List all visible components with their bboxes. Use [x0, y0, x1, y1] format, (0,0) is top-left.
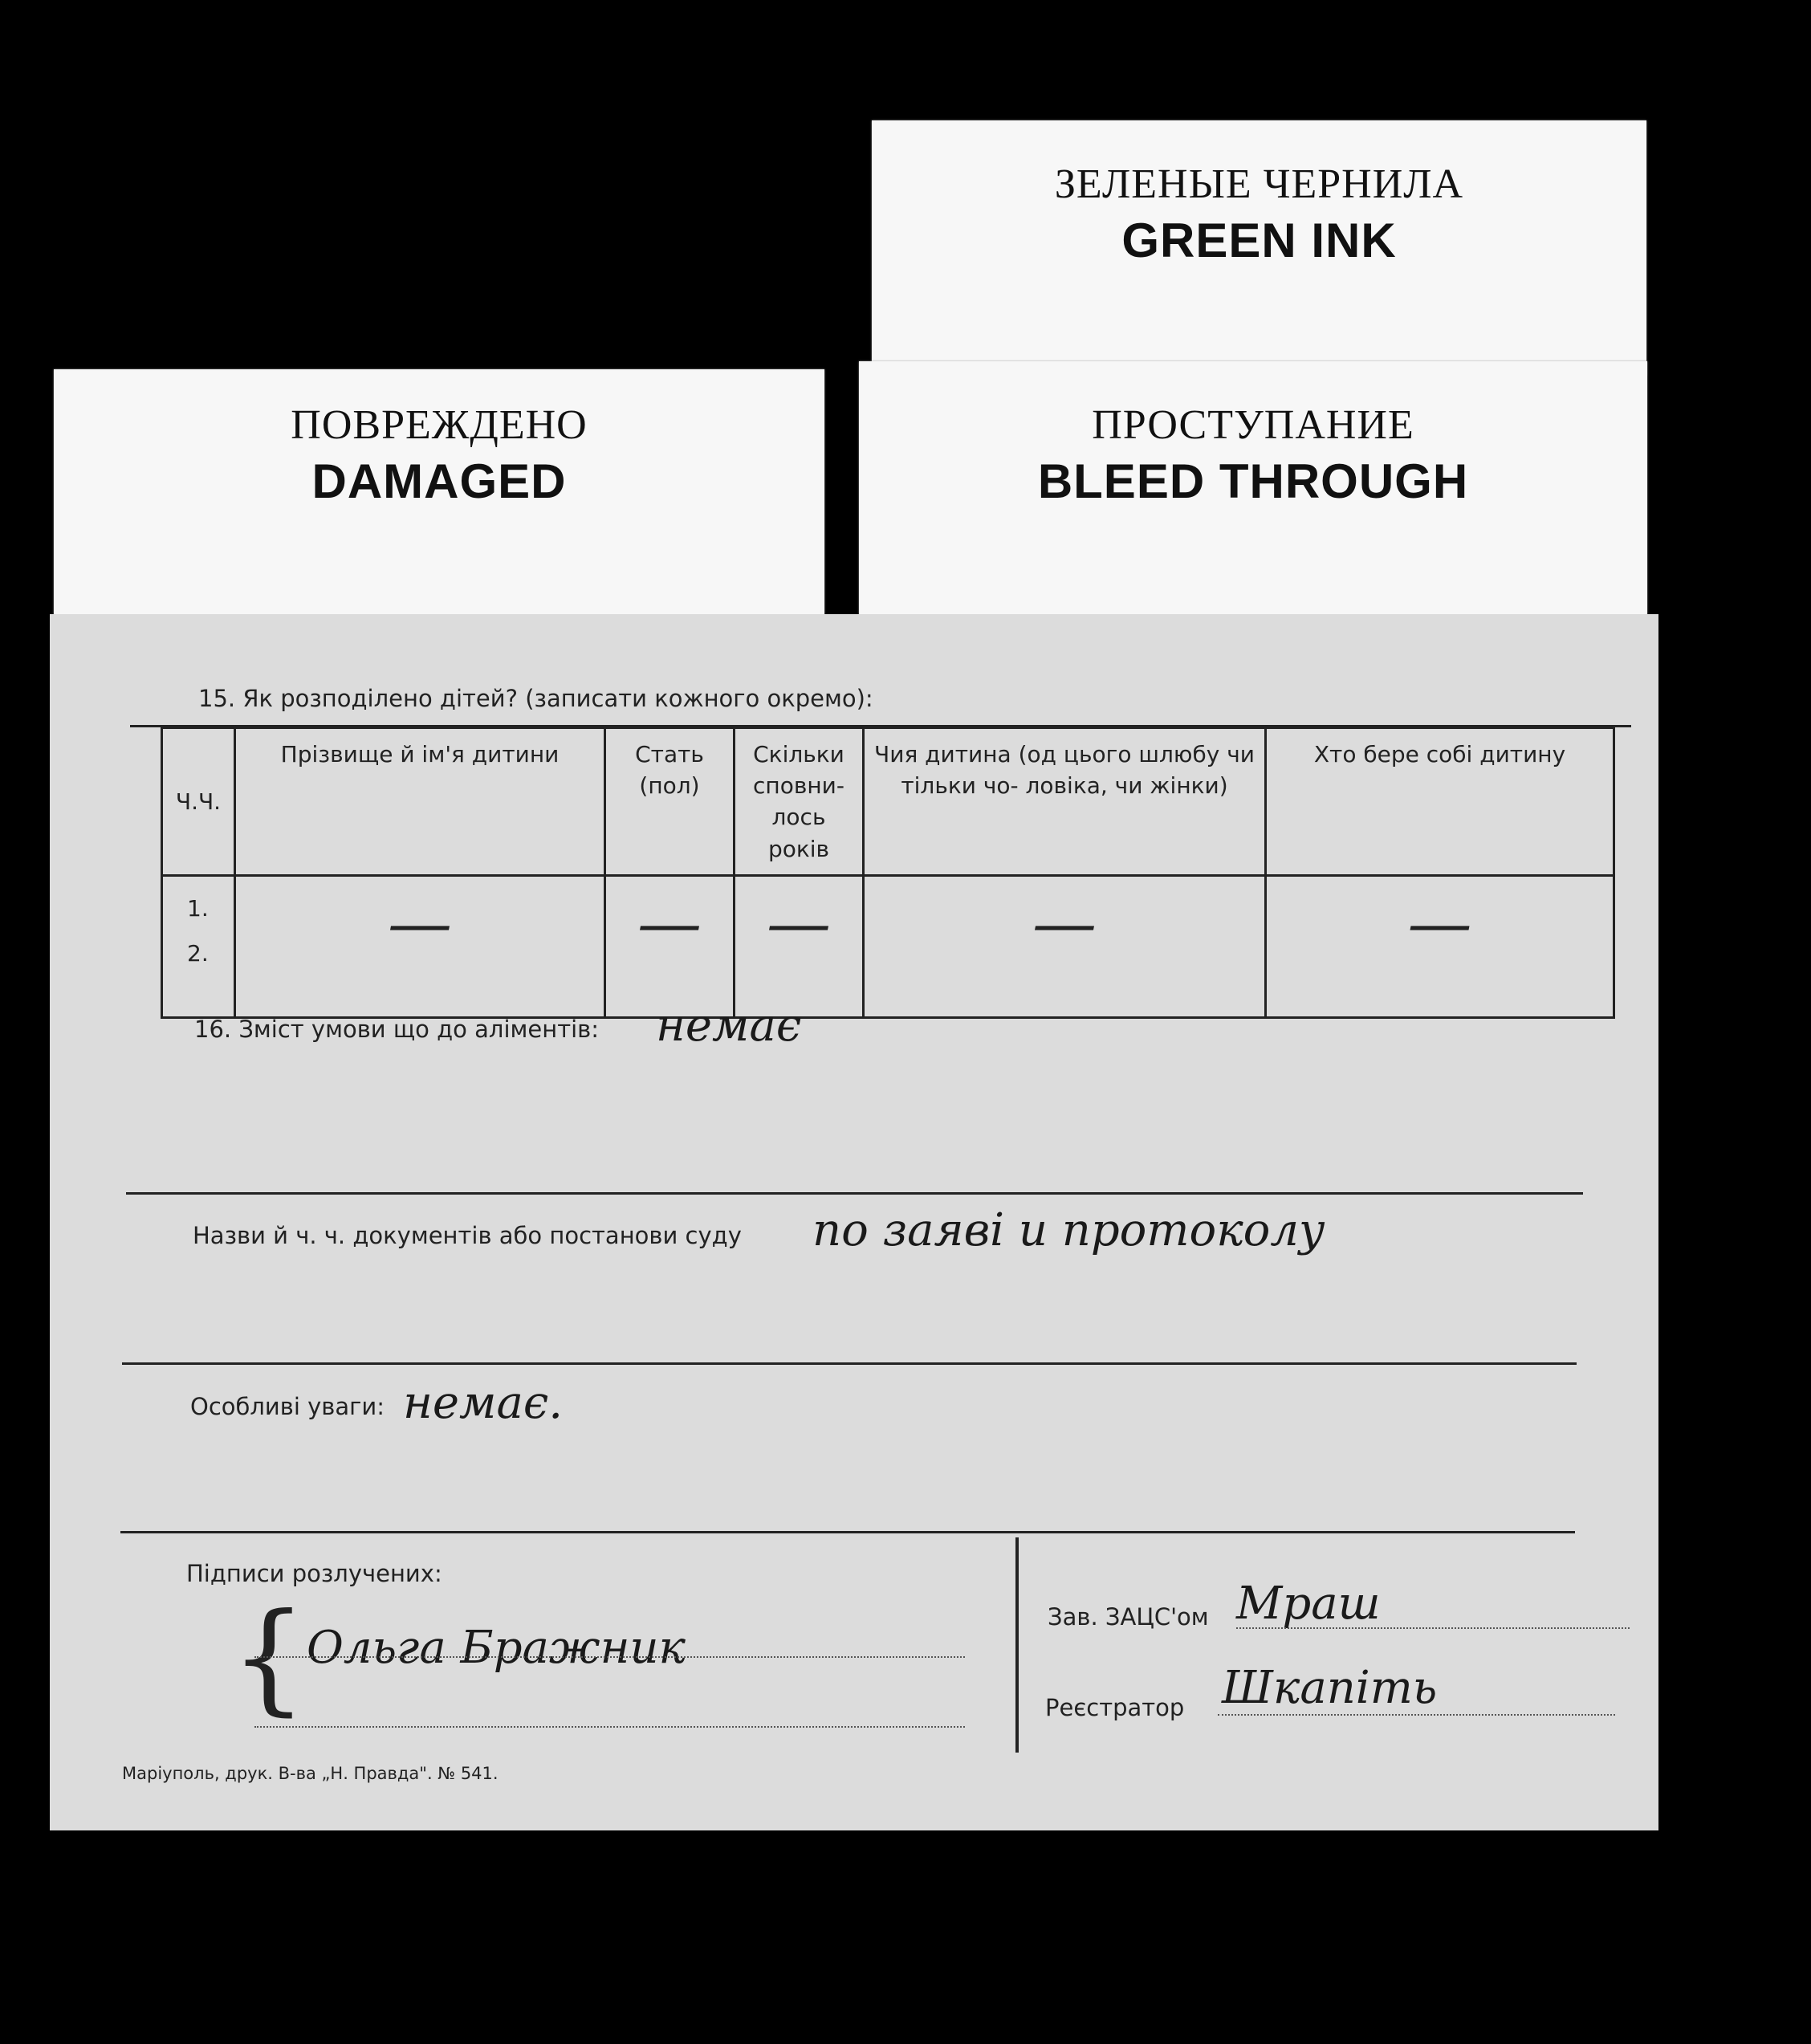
header-whose-child: Чия дитина (од цього шлюбу чи тільки чо- ловіка, чи жінки) [864, 728, 1266, 876]
signature-line-2 [254, 1726, 965, 1728]
printer-imprint: Маріуполь, друк. В-ва „Н. Правда". № 541. [122, 1764, 499, 1783]
signature-line-1 [254, 1656, 965, 1658]
damaged-label-en: DAMAGED [311, 454, 567, 508]
green-ink-label-ru: ЗЕЛЕНЫЕ ЧЕРНИЛА [1054, 161, 1464, 207]
notes-handwritten: немає. [403, 1377, 564, 1429]
green-ink-label-card [872, 120, 1646, 376]
bleed-through-label-en: BLEED THROUGH [1037, 454, 1469, 508]
registrar-label: Реєстратор [1045, 1694, 1185, 1721]
head-line [1236, 1627, 1630, 1629]
green-ink-label-en: GREEN INK [1121, 214, 1397, 267]
children-table [161, 727, 1615, 1019]
cell-custody [1266, 875, 1614, 1017]
rule-after-alimony [126, 1192, 1583, 1195]
row-number-2: 2. [187, 939, 209, 967]
table-row [162, 875, 1614, 1017]
head-signature: Мраш [1236, 1578, 1381, 1630]
bleed-through-label-ru: ПРОСТУПАНИЕ [1092, 402, 1414, 448]
documents-label: Назви й ч. ч. документів або постанови суду [193, 1222, 742, 1249]
handwritten-dash-age: — [767, 885, 831, 960]
handwritten-dash-name: — [388, 885, 452, 960]
signature-handwritten: Ольга Бражник [307, 1622, 686, 1674]
signature-brace: { [230, 1588, 307, 1728]
question-15-label: 15. Як розподілено дітей? (записати кожного окремо): [198, 685, 873, 712]
documents-handwritten: по заяві и протоколу [812, 1204, 1325, 1256]
row-numbers [162, 875, 235, 1017]
header-age: Скільки сповни- лось років [735, 728, 864, 876]
children-table-header [162, 728, 1614, 876]
damaged-label-ru: ПОВРЕЖДЕНО [291, 402, 588, 448]
header-sex: Стать (пол) [605, 728, 735, 876]
rule-after-notes [120, 1531, 1575, 1533]
row-number-1: 1. [187, 894, 209, 922]
cell-whose-child [864, 875, 1266, 1017]
handwritten-dash-custody: — [1407, 885, 1472, 960]
cell-age [735, 875, 864, 1017]
cell-name [235, 875, 605, 1017]
rule-after-documents [122, 1362, 1577, 1365]
bleed-through-label-card [859, 361, 1647, 626]
divorce-record-form [50, 614, 1658, 1830]
registrar-signature: Шкапіть [1222, 1662, 1438, 1714]
question-16-label: 16. Зміст умови що до аліментів: [194, 1016, 600, 1043]
alimony-handwritten: немає [656, 1000, 802, 1052]
header-number: Ч.Ч. [162, 728, 235, 876]
signature-divider [1015, 1537, 1019, 1753]
handwritten-dash-sex: — [637, 885, 702, 960]
notes-label: Особливі уваги: [190, 1393, 385, 1420]
header-custody: Хто бере собі дитину [1266, 728, 1614, 876]
handwritten-dash-whose: — [1032, 885, 1097, 960]
signatures-label: Підписи розлучених: [186, 1560, 442, 1587]
cell-sex [605, 875, 735, 1017]
registrar-line [1218, 1714, 1615, 1716]
damaged-label-card [54, 369, 824, 634]
header-name: Прізвище й ім'я дитини [235, 728, 605, 876]
head-label: Зав. ЗАЦС'ом [1048, 1603, 1209, 1631]
